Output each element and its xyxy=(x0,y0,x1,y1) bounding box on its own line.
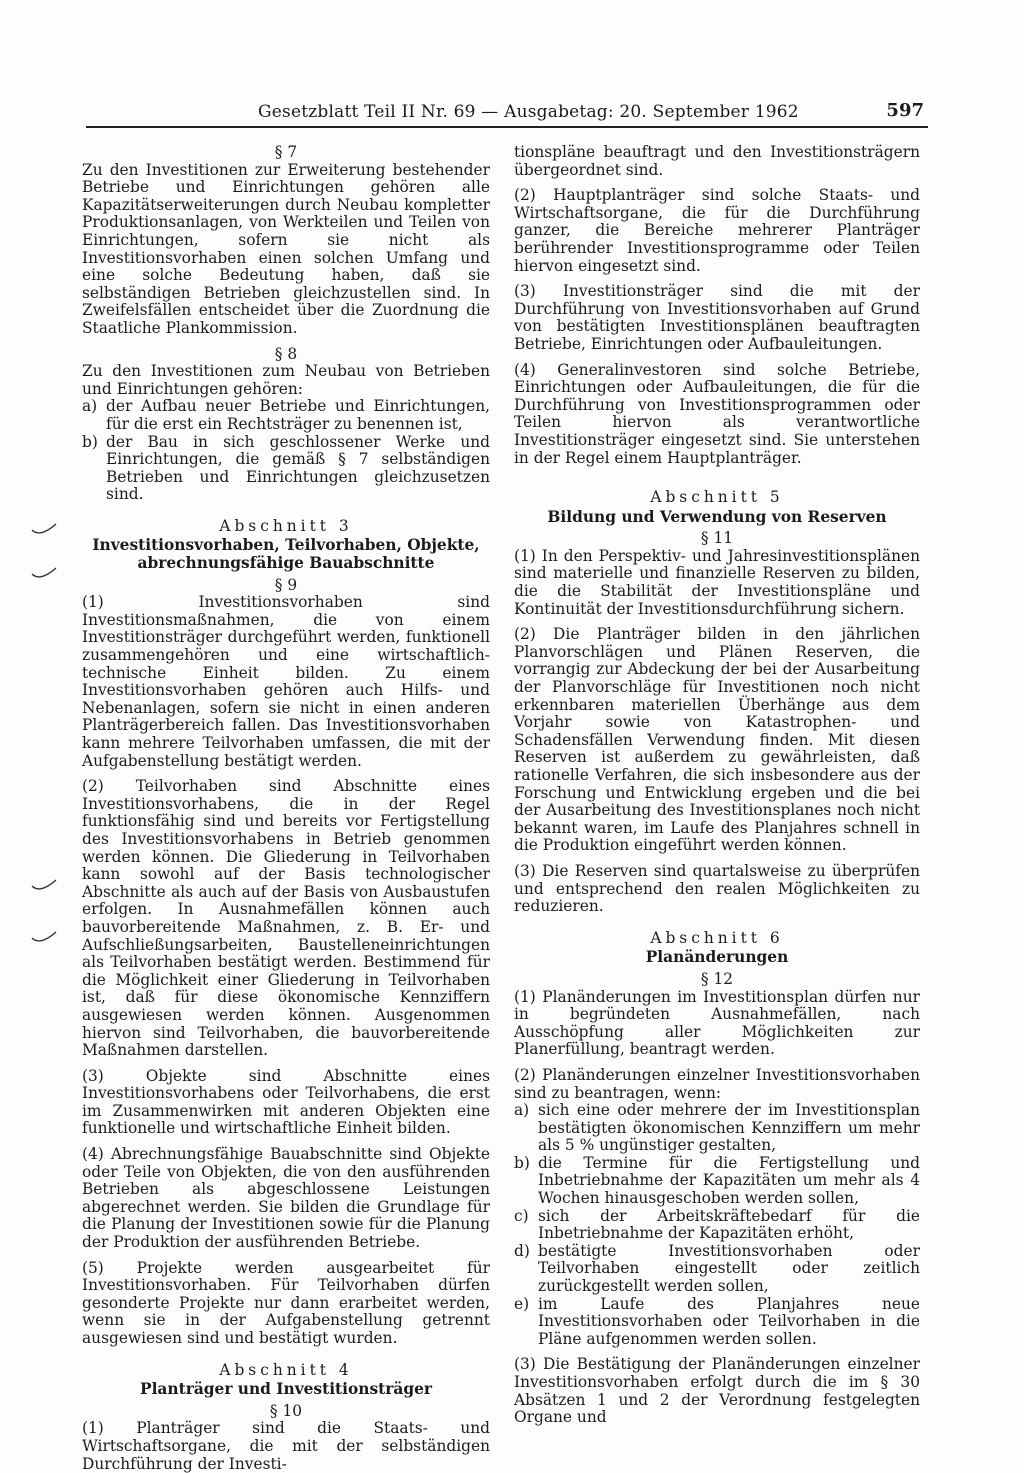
section-9-para-4: (4) Abrechnungsfähige Bauabschnitte sind Objekte oder Teile von Objekten, die von den ausführenden Betrieben als abgeschlossene Leistungen abgerechnet werden. Sie bilden die Grundlage für die Planung der Investitionen sowie für die Planung der Produktion der ausführenden Betriebe. xyxy=(82,1145,490,1252)
abschnitt-3-heading: Abschnitt 3 xyxy=(219,516,353,535)
list-text: der Aufbau neuer Betriebe und Einrichtungen, für die erst ein Rechtsträger zu benennen ist, xyxy=(106,397,490,433)
list-text: bestätigte Investitionsvorhaben oder Teilvorhaben eingestellt oder zeitlich zurückgestellt werden sollen, xyxy=(538,1241,920,1296)
page-header xyxy=(86,100,928,128)
list-item xyxy=(514,1102,920,1155)
section-12-title: § 12 xyxy=(700,969,734,988)
section-11-para-2: (2) Die Planträger bilden in den jährlichen Planvorschlägen und Plänen Reserven, die vorrangig zur Abdeckung der bei der Ausarbeitung der Planvorschläge für Investitionen noch nicht erkennbaren materiellen Überhänge aus dem Vorjahr sowie von Katastrophen- und Schadensfällen Verwendung finden. Mit diesen Reserven ist außerdem zu gewährleisten, daß rationelle Verfahren, die sich insbesondere aus der Forschung und Entwicklung ergeben und die bei der Ausarbeitung des Investitionsplanes noch nicht bekannt waren, im Laufe des Planjahres schnell in die Produktion eingeführt werden können. xyxy=(514,625,920,855)
section-11-para-3: (3) Die Reserven sind quartalsweise zu überprüfen und entsprechend den realen Möglichkeiten zu reduzieren. xyxy=(514,861,920,916)
abschnitt-5-title: Bildung und Verwendung von Reserven xyxy=(547,507,887,526)
section-10-para-4: (4) Generalinvestoren sind solche Betriebe, Einrichtungen oder Aufbauleitungen, die für die Durchführung von Investitionsprogrammen oder Teilen hiervon als verantwortliche Investitionsträger eingesetzt sind. Sie unterstehen in der Regel einem Hauptplanträger. xyxy=(514,360,920,467)
list-label: b) xyxy=(514,1153,530,1172)
list-label: e) xyxy=(514,1294,530,1313)
list-label: a) xyxy=(82,397,98,416)
abschnitt-5-heading: Abschnitt 5 xyxy=(650,488,784,507)
list-text: die Termine für die Fertigstellung und Inbetriebnahme der Kapazitäten um mehr als 4 Wochen hinausgeschoben werden sollen, xyxy=(538,1153,920,1208)
page-number: 597 xyxy=(886,100,924,121)
margin-check-mark-icon xyxy=(30,522,58,540)
section-10-para-1-cont: tionspläne beauftragt und den Investitionsträgern übergeordnet sind. xyxy=(514,143,920,179)
list-text: im Laufe des Planjahres neue Investitionsvorhaben oder Teilvorhaben in die Pläne aufgenommen werden sollen. xyxy=(538,1294,920,1348)
section-8-intro: Zu den Investitionen zum Neubau von Betrieben und Einrichtungen gehören: xyxy=(82,362,490,398)
section-9-para-5: (5) Projekte werden ausgearbeitet für Investitionsvorhaben. Für Teilvorhaben dürfen gesonderte Projekte nur dann erarbeitet werden, wenn sie in der Aufgabenstellung getrennt ausgewiesen sind und bestätigt wurden. xyxy=(82,1258,490,1347)
section-11-para-1: (1) In den Perspektiv- und Jahresinvestitionsplänen sind materielle und finanzielle Reserven zu bilden, die die Stabilität der Investitionspläne und Kontinuität der Investitionsdurchführung sichern. xyxy=(514,546,920,618)
section-11-title: § 11 xyxy=(700,529,734,548)
list-label: b) xyxy=(82,432,98,451)
left-column xyxy=(82,144,490,1473)
list-item xyxy=(82,434,490,504)
section-9-para-2: (2) Teilvorhaben sind Abschnitte eines Investitionsvorhabens, die in der Regel funktionsfähig sind und bereits vor Fertigstellung des Investitionsvorhabens in Betrieb genommen werden können. Die Gliederung in Teilvorhaben kann sowohl auf der Basis technologischer Abschnitte als auch auf der Basis von Ausbaustufen erfolgen. In Ausnahmefällen können auch bauvorbereitende Maßnahmen, z. B. Er- und Aufschließungsarbeiten, Baustelleneinrichtungen als Teilvorhaben bestätigt werden. Bestimmend für die Möglichkeit einer Gliederung in Teilvorhaben ist, daß für diese ökonomische Kennziffern ausgewiesen werden können. Ausgenommen hiervon sind Teilvorhaben, die bauvorbereitende Maßnahmen darstellen. xyxy=(82,777,490,1060)
abschnitt-6-heading: Abschnitt 6 xyxy=(650,928,784,947)
abschnitt-3-title: Investitionsvorhaben, Teilvorhaben, Objekte, abrechnungsfähige Bauabschnitte xyxy=(92,536,480,573)
list-label: d) xyxy=(514,1241,530,1260)
section-10-title: § 10 xyxy=(269,1401,303,1420)
section-12-para-3: (3) Die Bestätigung der Planänderungen einzelner Investitionsvorhaben erfolgt durch die im § 30 Absätzen 1 und 2 der Verordnung festgelegten Organe und xyxy=(514,1355,920,1427)
abschnitt-4-heading: Abschnitt 4 xyxy=(219,1360,353,1379)
section-9-title: § 9 xyxy=(274,575,298,594)
section-8-title: § 8 xyxy=(274,344,298,363)
abschnitt-4-title: Planträger und Investitionsträger xyxy=(140,1380,432,1399)
abschnitt-6-title: Planänderungen xyxy=(645,948,789,967)
list-item xyxy=(514,1296,920,1349)
section-7-text: Zu den Investitionen zur Erweiterung bestehender Betriebe und Einrichtungen gehören alle Kapazitätserweiterungen durch Neubau kompletter Produktionsanlagen, von Werkteilen und Teilen von Einrichtungen, sofern sie nicht als Investitionsvorhaben einen solchen Umfang und eine solche Bedeutung haben, daß sie selbständigen Betrieben gleichzustellen sind. In Zweifelsfällen entscheidet über die Zuordnung die Staatliche Plankommission. xyxy=(82,160,490,337)
list-text: der Bau in sich geschlossener Werke und Einrichtungen, die gemäß § 7 selbständigen Betrieben und Einrichtungen gleichzusetzen sind. xyxy=(106,432,490,504)
list-label: a) xyxy=(514,1101,530,1120)
section-12-para-1: (1) Planänderungen im Investitionsplan dürfen nur in begründeten Ausnahmefällen, nach Ausschöpfung aller Möglichkeiten zur Planerfüllung, beantragt werden. xyxy=(514,987,920,1059)
margin-check-mark-icon xyxy=(30,930,58,948)
right-column xyxy=(514,144,920,1427)
list-item xyxy=(514,1208,920,1243)
section-12-para-2: (2) Planänderungen einzelner Investitionsvorhaben sind zu beantragen, wenn: xyxy=(514,1065,920,1102)
margin-check-mark-icon xyxy=(30,878,58,896)
list-text: sich der Arbeitskräftebedarf für die Inbetriebnahme der Kapazitäten erhöht, xyxy=(538,1206,920,1243)
section-7-title: § 7 xyxy=(274,143,298,161)
list-item xyxy=(82,398,490,433)
margin-check-mark-icon xyxy=(30,566,58,584)
section-10-para-3: (3) Investitionsträger sind die mit der Durchführung von Investitionsvorhaben auf Grund von bestätigten Investitionsplänen beauftragten Betriebe, Einrichtungen oder Aufbauleitungen. xyxy=(514,282,920,353)
section-9-para-3: (3) Objekte sind Abschnitte eines Investitionsvorhabens oder Teilvorhabens, die erst im Zusammenwirken mit anderen Objekten eine funktionelle und wirtschaftliche Einheit bilden. xyxy=(82,1066,490,1138)
section-9-para-1: (1) Investitionsvorhaben sind Investitionsmaßnahmen, die von einem Investitionsträger durchgeführt werden, funktionell zusammengehören und eine wirtschaftlich-technische Einheit bilden. Zu einem Investitionsvorhaben gehören auch Hilfs- und Nebenanlagen, sofern sie nicht in einen anderen Planträgerbereich fallen. Das Investitionsvorhaben kann mehrere Teilvorhaben umfassen, die mit der Aufgabenstellung bestätigt werden. xyxy=(82,593,490,770)
section-10-para-2: (2) Hauptplanträger sind solche Staats- und Wirtschaftsorgane, die für die Durchführung ganzer, die Bereiche mehrerer Planträger berührender Investitionsprogramme oder Teilen hiervon eingesetzt sind. xyxy=(514,186,920,275)
list-text: sich eine oder mehrere der im Investitionsplan bestätigten ökonomischen Kennziffern um mehr als 5 % ungünstiger gestalten, xyxy=(538,1101,920,1155)
list-item xyxy=(514,1155,920,1208)
list-item xyxy=(514,1243,920,1296)
list-label: c) xyxy=(514,1206,529,1225)
section-10-para-1: (1) Planträger sind die Staats- und Wirtschaftsorgane, die mit der selbständigen Durchführung der Investi- xyxy=(82,1419,490,1473)
header-title: Gesetzblatt Teil II Nr. 69 — Ausgabetag: 20. September 1962 xyxy=(258,102,799,122)
